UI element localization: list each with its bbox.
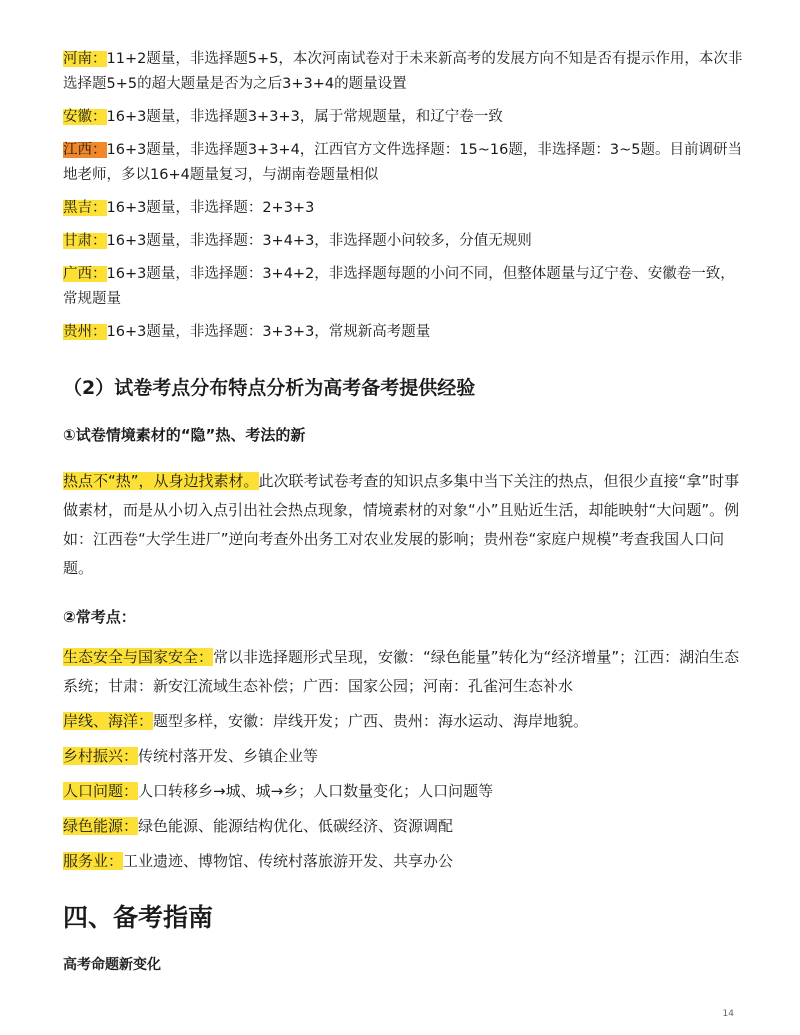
province-text: 16+3题量，非选择题：2+3+3 (106, 200, 315, 216)
province-label: 贵州： (63, 324, 107, 340)
province-item-guangxi (63, 262, 743, 312)
province-text: 16+3题量，非选择题：3+3+3，常规新高考题量 (106, 324, 431, 340)
topic-item (63, 777, 743, 806)
province-label: 广西： (63, 266, 107, 282)
province-item-henan (63, 47, 743, 97)
topic-label: 人口问题： (63, 782, 139, 800)
province-label: 甘肃： (63, 233, 107, 249)
topic-text: 题型多样，安徽：岸线开发；广西、贵州：海水运动、海岸地貌。 (153, 712, 589, 730)
province-item-anhui (63, 105, 743, 130)
topic-item (63, 847, 743, 876)
section-title: （2）试卷考点分布特点分析为高考备考提供经验 (63, 377, 476, 399)
topic-item (63, 707, 743, 736)
topic-label: 服务业： (63, 852, 124, 870)
topic-label: 岸线、海洋： (63, 712, 154, 730)
province-item-heiji (63, 196, 743, 221)
topic-item (63, 742, 743, 771)
paragraph-text: 此次联考试卷考查的知识点多集中当下关注的热点，但很少直接“拿”时事做素材，而是从小切入点引出社会热点现象，情境素材的对象“小”且贴近生活，却能映射“大问题”。例如：江西卷“大学生进厂”逆向考查外出务工对农业发展的影响；贵州卷“家庭户规模”考查我国人口问题。 (63, 472, 740, 577)
province-text: 16+3题量，非选择题：3+4+3，非选择题小问较多，分值无规则 (106, 233, 532, 249)
chapter-title: 四、备考指南 (63, 903, 214, 932)
topic-text: 绿色能源、能源结构优化、低碳经济、资源调配 (138, 817, 454, 835)
province-label: 黑吉： (63, 200, 107, 216)
province-text: 16+3题量，非选择题3+3+3，属于常规题量，和辽宁卷一致 (106, 109, 503, 125)
province-text: 11+2题量，非选择题5+5，本次河南试卷对于未来新高考的发展方向不知是否有提示作用，本次非选择题5+5的超大题量是否为之后3+3+4的题量设置 (63, 51, 743, 92)
province-label: 江西： (63, 142, 107, 158)
topic-text: 传统村落开发、乡镇企业等 (138, 747, 319, 765)
province-text: 16+3题量，非选择题3+3+4，江西官方文件选择题：15~16题，非选择题：3~5题。目前调研当地老师，多以16+4题量复习，与湖南卷题量相似 (63, 142, 742, 183)
topic-label: 生态安全与国家安全： (63, 648, 214, 666)
chapter-subtitle: 高考命题新变化 (63, 957, 161, 973)
subsection-title: ①试卷情境素材的“隐”热、考法的新 (63, 426, 306, 444)
subsection-title: ②常考点： (63, 608, 136, 626)
topic-text: 常以非选择题形式呈现，安徽：“绿色能量”转化为“经济增量”；江西：湖泊生态系统；甘肃：新安江流域生态补偿；广西：国家公园；河南：孔雀河生态补水 (63, 648, 740, 695)
page-number: 14 (722, 1009, 734, 1019)
province-label: 河南： (63, 51, 107, 67)
topic-text: 人口转移乡→城、城→乡；人口数量变化；人口问题等 (138, 782, 494, 800)
province-text: 16+3题量，非选择题：3+4+2，非选择题每题的小问不同，但整体题量与辽宁卷、安徽卷一致，常规题量 (63, 266, 735, 307)
topic-item (63, 643, 743, 701)
topic-item (63, 812, 743, 841)
province-item-gansu (63, 229, 743, 254)
province-item-guizhou (63, 320, 743, 345)
province-label: 安徽： (63, 109, 107, 125)
topic-label: 绿色能源： (63, 817, 139, 835)
page-content (63, 47, 743, 976)
topic-label: 乡村振兴： (63, 747, 139, 765)
paragraph-highlight: 热点不“热”，从身边找素材。 (63, 472, 259, 490)
province-item-jiangxi (63, 138, 743, 188)
hotspot-paragraph (63, 467, 743, 583)
topic-text: 工业遗迹、博物馆、传统村落旅游开发、共享办公 (123, 852, 454, 870)
